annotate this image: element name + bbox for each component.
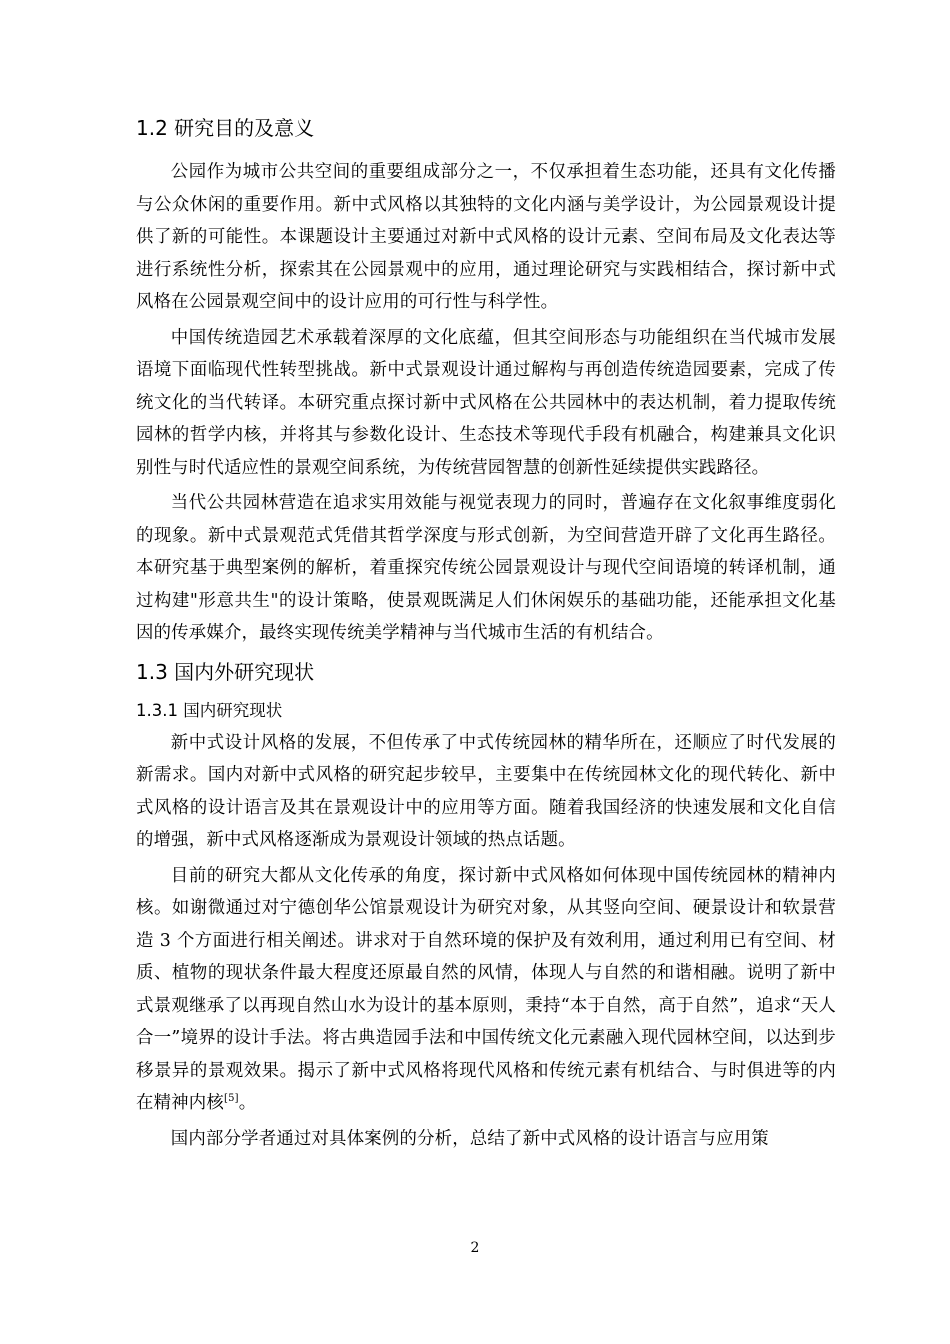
subsection-heading-1-3-1: 1.3.1 国内研究现状 [136,700,283,720]
paragraph-1-3-1-b [136,860,836,1120]
paragraph-1-2-b: 中国传统造园艺术承载着深厚的文化底蕴，但其空间形态与功能组织在当代城市发展语境下面临现代性转型挑战。新中式景观设计通过解构与再创造传统造园要素，完成了传统文化的当代转译。本研究重点探讨新中式风格在公共园林中的表达机制，着力提取传统园林的哲学内核，并将其与参数化设计、生态技术等现代手段有机融合，构建兼具文化识别性与时代适应性的景观空间系统，为传统营园智慧的创新性延续提供实践路径。 [136,327,836,478]
paragraph-1-2-a: 公园作为城市公共空间的重要组成部分之一，不仅承担着生态功能，还具有文化传播与公众休闲的重要作用。新中式风格以其独特的文化内涵与美学设计，为公园景观设计提供了新的可能性。本课题设计主要通过对新中式风格的设计元素、空间布局及文化表达等进行系统性分析，探索其在公园景观中的应用，通过理论研究与实践相结合，探讨新中式风格在公园景观空间中的设计应用的可行性与科学性。 [136,162,836,312]
paragraph-1-2-c: 当代公共园林营造在追求实用效能与视觉表现力的同时，普遍存在文化叙事维度弱化的现象。新中式景观范式凭借其哲学深度与形式创新，为空间营造开辟了文化再生路径。本研究基于典型案例的解析，着重探究传统公园景观设计与现代空间语境的转译机制，通过构建"形意共生"的设计策略，使景观既满足人们休闲娱乐的基础功能，还能承担文化基因的传承媒介，最终实现传统美学精神与当代城市生活的有机结合。 [136,493,836,643]
paragraph-1-3-1-a: 新中式设计风格的发展，不但传承了中式传统园林的精华所在，还顺应了时代发展的新需求。国内对新中式风格的研究起步较早，主要集中在传统园林文化的现代转化、新中式风格的设计语言及其在景观设计中的应用等方面。随着我国经济的快速发展和文化自信的增强，新中式风格逐渐成为景观设计领域的热点话题。 [136,732,836,850]
page-number: 2 [470,1240,480,1256]
citation-marker: [5] [223,1093,239,1105]
section-heading-1-2: 1.2 研究目的及意义 [136,116,315,140]
paragraph-1-3-1-c: 国内部分学者通过对具体案例的分析，总结了新中式风格的设计语言与应用策 [170,1128,769,1149]
document-page [136,112,836,1155]
section-heading-1-3: 1.3 国内外研究现状 [136,659,315,684]
paragraph-1-3-1-b-text: 目前的研究大都从文化传承的角度，探讨新中式风格如何体现中国传统园林的精神内核。如谢微通过对宁德创华公馆景观设计为研究对象，从其竖向空间、硬景设计和软景营造 3 个方面进行相关阐述。讲求对于自然环境的保护及有效利用，通过利用已有空间、材质、植物的现状条件最大程度还原最自然的风情，体现人与自然的和谐相融。说明了新中式景观继承了以再现自然山水为设计的基本原则，秉持“本于自然，高于自然”，追求“天人合一”境界的设计手法。将古典造园手法和中国传统文化元素融入现代园林空间，以达到步移景异的景观效果。揭示了新中式风格将现代风格和传统元素有机结合、与时俱进等的内在精神内核 [136,865,836,1113]
paragraph-1-3-1-b-end: 。 [238,1093,257,1113]
